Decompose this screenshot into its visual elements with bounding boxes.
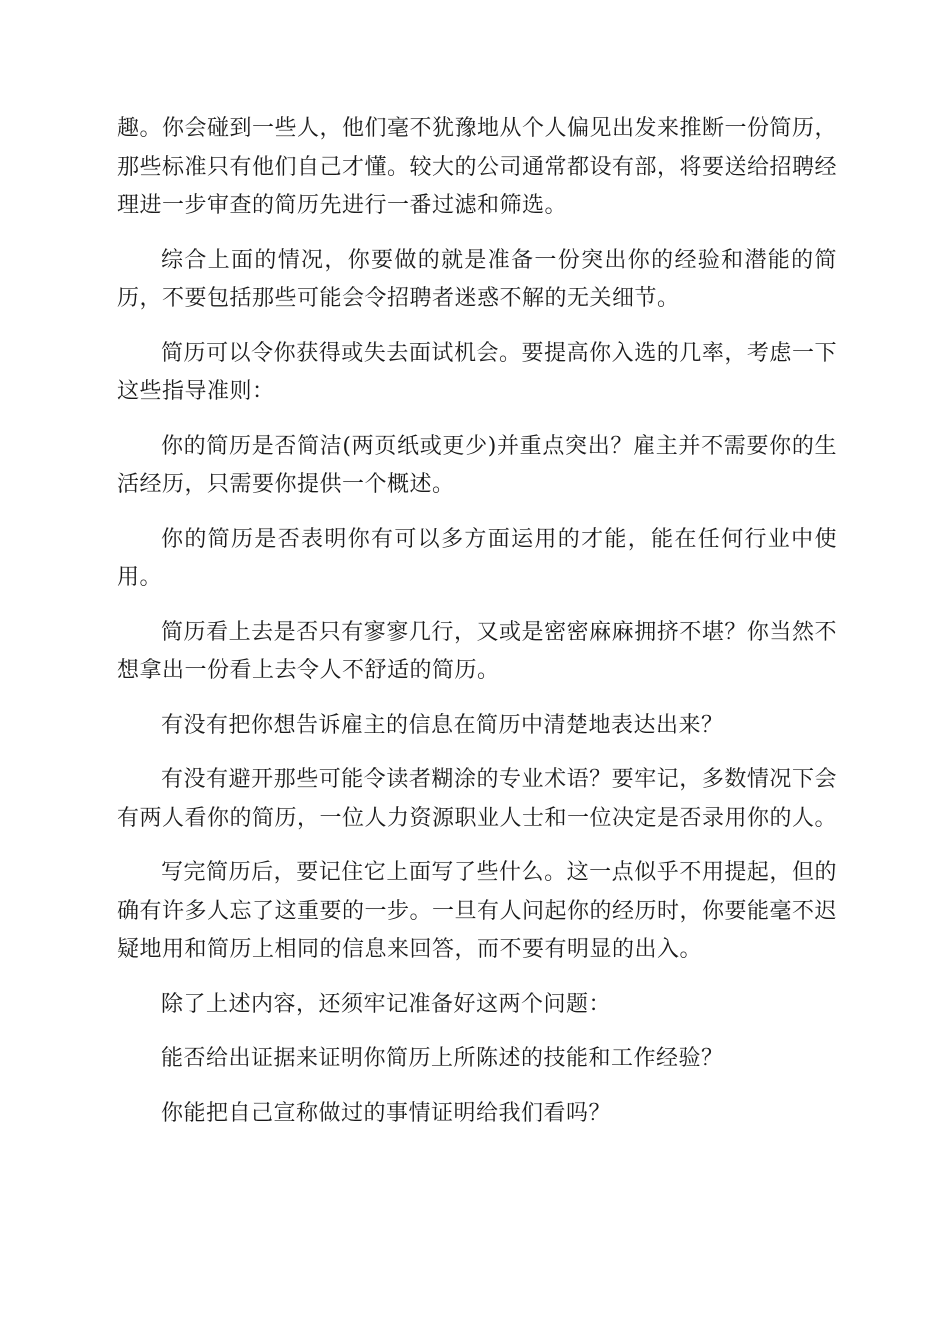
paragraph: 写完简历后，要记住它上面写了些什么。这一点似乎不用提起，但的确有许多人忘了这重要的一步。一旦有人问起你的经历时，你要能毫不迟疑地用和简历上相同的信息来回答，而不要有明显的出入。 — [117, 860, 838, 962]
paragraph: 你能把自己宣称做过的事情证明给我们看吗？ — [161, 1100, 612, 1126]
paragraph: 除了上述内容，还须牢记准备好这两个问题： — [161, 991, 612, 1017]
document-body — [117, 110, 837, 1149]
paragraph: 你的简历是否简洁(两页纸或更少)并重点突出？雇主并不需要你的生活经历，只需要你提供一个概述。 — [117, 433, 837, 497]
paragraph: 综合上面的情况，你要做的就是准备一份突出你的经验和潜能的简历，不要包括那些可能会令招聘者迷惑不解的无关细节。 — [117, 247, 837, 311]
paragraph: 简历看上去是否只有寥寥几行，又或是密密麻麻拥挤不堪？你当然不想拿出一份看上去令人不舒适的简历。 — [117, 619, 837, 683]
paragraph: 简历可以令你获得或失去面试机会。要提高你入选的几率，考虑一下这些指导准则： — [117, 340, 837, 404]
paragraph: 有没有把你想告诉雇主的信息在简历中清楚地表达出来？ — [161, 712, 724, 738]
paragraph-continuation: 趣。你会碰到一些人，他们毫不犹豫地从个人偏见出发来推断一份简历，那些标准只有他们自己才懂。较大的公司通常都设有部，将要送给招聘经理进一步审查的简历先进行一番过滤和筛选。 — [117, 116, 838, 218]
paragraph: 有没有避开那些可能令读者糊涂的专业术语？要牢记，多数情况下会有两人看你的简历，一位人力资源职业人士和一位决定是否录用你的人。 — [117, 767, 838, 831]
paragraph: 能否给出证据来证明你简历上所陈述的技能和工作经验？ — [161, 1046, 724, 1071]
paragraph: 你的简历是否表明你有可以多方面运用的才能，能在任何行业中使用。 — [117, 526, 837, 590]
